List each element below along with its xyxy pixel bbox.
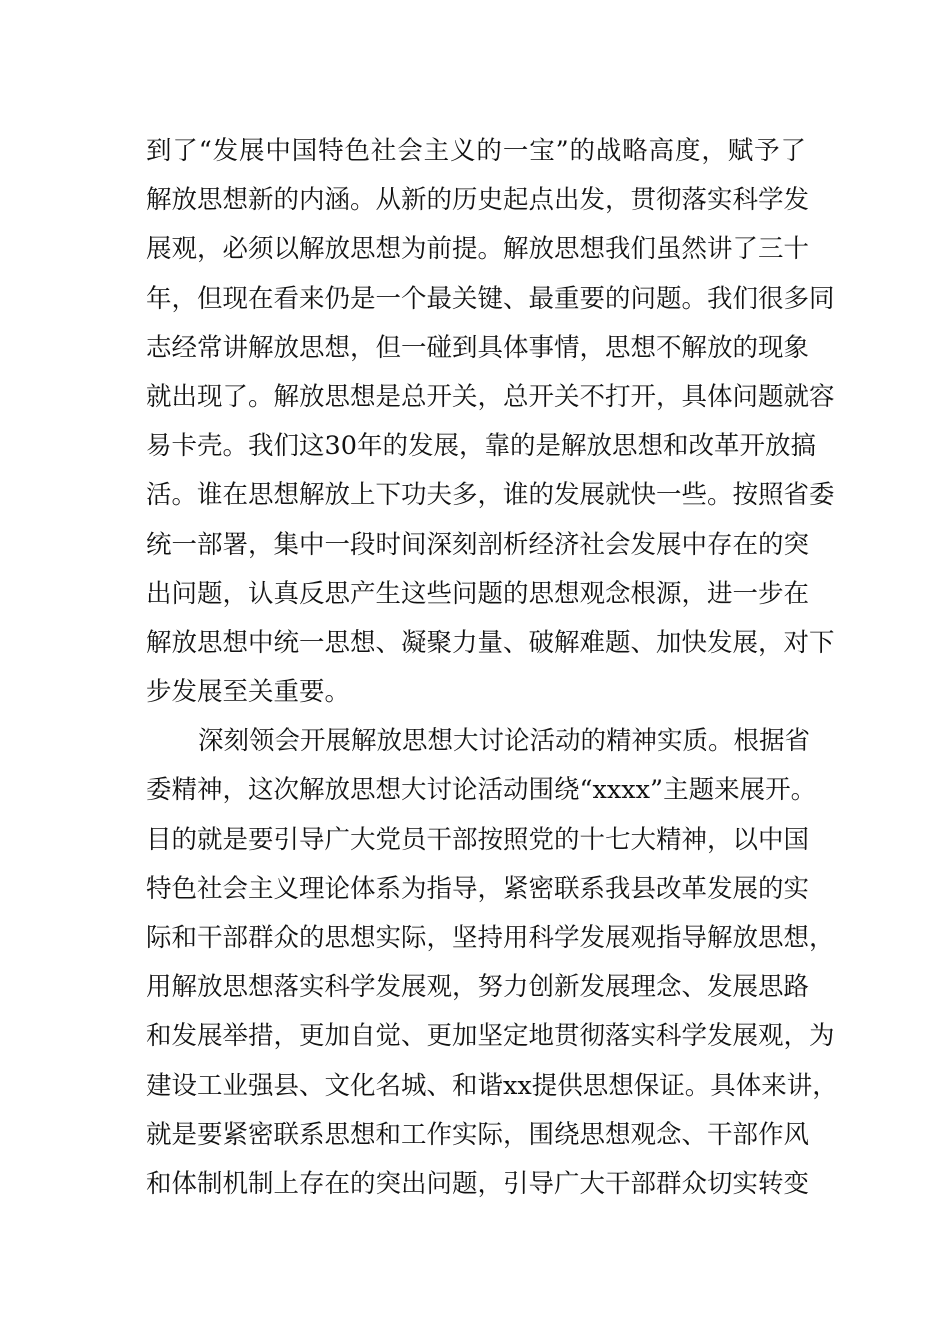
text-line: 用解放思想落实科学发展观，努力创新发展理念、发展思路 <box>146 972 810 1003</box>
text-line: 活。谁在思想解放上下功夫多，谁的发展就快一些。按照省委 <box>146 480 835 511</box>
text-line: 深刻领会开展解放思想大讨论活动的精神实质。根据省 <box>198 726 811 757</box>
text-line: 年，但现在看来仍是一个最关键、最重要的问题。我们很多同 <box>146 283 835 314</box>
document-body <box>146 127 838 1209</box>
text-line: 委精神，这次解放思想大讨论活动围绕“xxxx”主题来展开。 <box>146 775 817 806</box>
text-line: 志经常讲解放思想，但一碰到具体事情，思想不解放的现象 <box>146 332 810 363</box>
text-line: 就是要紧密联系思想和工作实际，围绕思想观念、干部作风 <box>146 1119 810 1150</box>
text-line: 和发展举措，更加自觉、更加坚定地贯彻落实科学发展观，为 <box>146 1021 835 1052</box>
text-line: 和体制机制上存在的突出问题，引导广大干部群众切实转变 <box>146 1168 810 1199</box>
text-line: 目的就是要引导广大党员干部按照党的十七大精神，以中国 <box>146 824 810 855</box>
text-line: 就出现了。解放思想是总开关，总开关不打开，具体问题就容 <box>146 381 835 412</box>
text-line: 解放思想中统一思想、凝聚力量、破解难题、加快发展，对下 <box>146 627 835 658</box>
paragraph-2 <box>146 717 838 1209</box>
text-line: 际和干部群众的思想实际，坚持用科学发展观指导解放思想， <box>146 923 835 953</box>
text-line: 解放思想新的内涵。从新的历史起点出发，贯彻落实科学发 <box>146 185 810 216</box>
text-line: 到了“发展中国特色社会主义的一宝”的战略高度，赋予了 <box>146 136 806 166</box>
text-line: 统一部署，集中一段时间深刻剖析经济社会发展中存在的突 <box>146 529 810 560</box>
paragraph-1 <box>146 127 835 717</box>
text-line: 易卡壳。我们这30年的发展，靠的是解放思想和改革开放搞 <box>146 431 816 462</box>
text-line: 出问题，认真反思产生这些问题的思想观念根源，进一步在 <box>146 578 810 609</box>
text-line: 展观，必须以解放思想为前提。解放思想我们虽然讲了三十 <box>146 234 810 265</box>
text-line: 步发展至关重要。 <box>146 677 351 708</box>
text-line: 建设工业强县、文化名城、和谐xx提供思想保证。具体来讲， <box>146 1070 838 1101</box>
text-line: 特色社会主义理论体系为指导，紧密联系我县改革发展的实 <box>146 873 810 904</box>
